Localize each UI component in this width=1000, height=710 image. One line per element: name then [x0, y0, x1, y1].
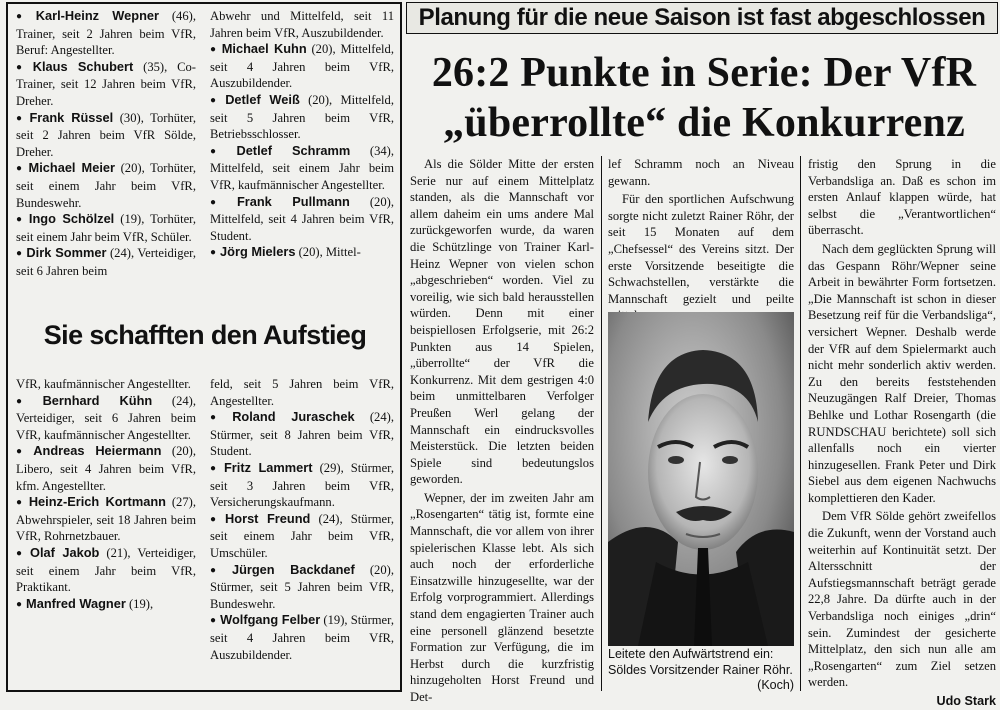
article-paragraph: Nach dem geglückten Sprung will das Gespann Röhr/Wepner seine Arbeit in bewährter Form fortsetzen. „Die Mannschaft ist schon in dieser Besetzung reif für die Verbandsliga“, versichert Wepner. Deshalb werde der VfR auf dem Spielermarkt auch nicht mehr sonderlich aktiv werden. Zu den bereits feststehenden Neuzugängen Ralf Dreier, Thomas Behlke und Lothar Rosengarth (die RUNDSCHAU berichtete) soll sich allenfalls noch ein vierter hinzugesellen. Frank Peter und Dirk Siebel aus dem eigenen Nachwuchs komplettieren den Kader. [808, 241, 996, 505]
roster-entry [210, 244, 394, 262]
player-details: (20), Torhüter, seit einem Jahr beim VfR, Bundeswehr. [16, 161, 196, 210]
player-details: (24), Stürmer, seit 8 Jahren beim VfR, Student. [210, 410, 394, 459]
player-name: ● Wolfgang Felber [210, 612, 320, 627]
player-details: (35), Co-Trainer, seit 12 Jahren beim VfR, Dreher. [16, 59, 196, 108]
photo-caption [608, 647, 794, 694]
roster-bottom-left [16, 376, 196, 613]
roster-entry [210, 92, 394, 143]
player-name: ● Dirk Sommer [16, 245, 106, 260]
column-rule-2 [800, 156, 801, 691]
player-name: ● Manfred Wagner [16, 596, 126, 611]
player-name: ● Fritz Lammert [210, 460, 313, 475]
portrait-photo [608, 312, 794, 646]
player-name: ● Michael Meier [16, 160, 115, 175]
article-paragraph: lef Schramm noch an Niveau gewann. [608, 157, 794, 188]
article-paragraph: Als die Sölder Mitte der ersten Serie nur auf einem Mittelplatz standen, als die Mannschaft vor allem daheim ein ums andere Mal zurückgeworfen wurde, da waren die Schützlinge von Trainer Karl-Heinz Wepner von vielen schon „abgeschrieben“ worden. Viel zu voreilig, wie sich bald herausstellen würden. Denn mit einer beispiellosen Erfolgserie, mit 26:2 Punkten aus 14 Spielen, „überrollte“ der VfR die Konkurrenz. Mit dem gestrigen 4:0 beim unmittelbaren Verfolger Preußen Werl gelang der Mannschaft ein eindrucksvolles Meisterstück. Die letzten beiden Spiele sind bedeutungslos geworden. [410, 157, 594, 487]
player-details: (20), Mittel- [295, 245, 361, 260]
player-name: ● Horst Freund [210, 511, 310, 526]
caption-text: Leitete den Aufwärtstrend ein: Söldes Vorsitzender Rainer Röhr. [608, 647, 793, 677]
roster-entry [16, 494, 196, 545]
player-name: ● Karl-Heinz Wepner [16, 8, 159, 23]
player-details: (21), Verteidiger, seit einem Jahr beim VfR, Praktikant. [16, 545, 196, 595]
roster-entry [16, 545, 196, 596]
player-name: ● Detlef Schramm [210, 143, 350, 158]
article-column-1 [410, 156, 594, 708]
article-paragraph: Dem VfR Sölde gehört zweifellos die Zukunft, wenn der Vorstand auch weiterhin auf Kontinuität setzt. Der Altersschnitt der Aufstiegsmannschaft beträgt gerade 22,8 Jahre. Da dürfte auch in der Verbandsliga noch einiges „drin“ sein. Zumindest der gesicherte Mittelplatz, den sich nun alle am „Rosengarten“ zum Ziel setzen werden. [808, 509, 996, 690]
roster-entry [210, 143, 394, 194]
player-name: ● Frank Rüssel [16, 110, 113, 125]
article-paragraph: Für den sportlichen Aufschwung sorgte nicht zuletzt Rainer Röhr, der seit 15 Monaten auf dem „Chefsessel“ des Vereins sitzt. Der erste Vorsitzende beseitigte die Schwachstellen, verstärkte die Mannschaft gezielt und peilte [608, 192, 794, 306]
roster-entry [210, 460, 394, 511]
player-details: Abwehr und Mittelfeld, seit 11 Jahren beim VfR, Auszubildender. [210, 9, 394, 40]
player-name: ● Detlef Weiß [210, 92, 300, 107]
roster-entry [16, 376, 196, 393]
roster-entry [16, 596, 196, 614]
player-details: VfR, kaufmännischer Angestellter. [16, 377, 191, 391]
player-name: ● Andreas Heiermann [16, 443, 161, 458]
player-details: (24), Stürmer, seit einem Jahr beim VfR, Umschüler. [210, 511, 394, 560]
roster-top-right [210, 8, 394, 262]
player-name: ● Olaf Jakob [16, 545, 99, 560]
roster-entry [16, 443, 196, 494]
player-details: (30), Torhüter, seit 2 Jahren beim VfR Sölde, Dreher. [16, 110, 196, 159]
roster-entry [210, 409, 394, 460]
roster-entry [16, 211, 196, 245]
headline-line-1: 26:2 Punkte in Serie: Der VfR [431, 50, 977, 96]
roster-entry [210, 41, 394, 92]
player-name: ● Bernhard Kühn [16, 393, 152, 408]
roster-entry [210, 612, 394, 663]
player-name: ● Jörg Mielers [210, 244, 295, 259]
column-rule-1 [601, 156, 602, 691]
player-name: ● Klaus Schubert [16, 59, 133, 74]
kicker: Planung für die neue Saison ist fast abgeschlossen [406, 2, 998, 34]
roster-entry [210, 8, 394, 41]
player-name: ● Frank Pullmann [210, 194, 350, 209]
roster-entry [16, 59, 196, 110]
player-details: (34), Mittelfeld, seit einem Jahr beim VfR, kaufmännischer Angestellter. [210, 143, 395, 192]
headline-line-2: „überrollte“ die Konkurrenz [443, 100, 965, 146]
roster-entry [16, 8, 196, 59]
headline [410, 48, 998, 148]
caption-credit: (Koch) [757, 678, 794, 692]
author-byline: Udo Stark [936, 694, 996, 708]
article-column-3 [808, 156, 996, 710]
roster-entry [16, 160, 196, 211]
roster-entry [210, 376, 394, 409]
roster-entry [210, 511, 394, 562]
player-details: feld, seit 5 Jahren beim VfR, Angestellter. [210, 377, 394, 408]
player-details: (19), Torhüter, seit einem Jahr beim VfR, Schüler. [16, 212, 196, 244]
article-paragraph: Wepner, der im zweiten Jahr am „Rosengarten“ tätig ist, formte eine Mannschaft, die vor allem von ihrer spielerischen Klasse lebt. Als sich auch noch der erforderliche Einsatzwille hinzugesellte, war der Erfolg vorprogrammiert. Allerdings stand dem engagierten Trainer auch eine personell glänzend besetzte Formation zur Verfügung, die im Herbst durch die kurzfristig hinzugeholten Horst Freund und Det- [410, 490, 594, 704]
roster-entry [16, 245, 196, 279]
roster-entry [210, 194, 394, 245]
player-details: (24), Verteidiger, seit 6 Jahren beim VfR, kaufmännischer Angestellter. [16, 393, 197, 442]
article-column-2 [608, 156, 794, 326]
article-paragraph: fristig den Sprung in die Verbandsliga an. Daß es schon im ersten Anlauf klappen würde, hat selbst die „Verantwortlichen“ überrascht. [808, 157, 996, 238]
player-name: ● Michael Kuhn [210, 41, 307, 56]
player-details: (20), Stürmer, seit 5 Jahren beim VfR, Bundeswehr. [210, 562, 394, 611]
player-name: ● Jürgen Backdanef [210, 562, 355, 577]
roster-top-left [16, 8, 196, 280]
player-details: (29), Stürmer, seit 3 Jahren beim VfR, Versicherungskaufmann. [210, 460, 394, 510]
roster-bottom-right [210, 376, 394, 663]
player-details: (24), Verteidiger, seit 6 Jahren beim [16, 246, 196, 278]
box-title: Sie schafften den Aufstieg [43, 320, 367, 350]
player-details: (19), Stürmer, seit 4 Jahren beim VfR, Auszubildender. [210, 613, 394, 662]
roster-entry [16, 393, 196, 444]
player-details: (20), Mittelfeld, seit 4 Jahren beim VfR, Student. [210, 194, 394, 243]
player-details: (20), Mittelfeld, seit 4 Jahren beim VfR, Auszubildender. [210, 42, 394, 91]
player-details: (20), Mittelfeld, seit 5 Jahren beim VfR, Betriebsschlosser. [210, 92, 394, 142]
player-details: (27), Abwehrspieler, seit 18 Jahren beim VfR, Rohrnetzbauer. [16, 495, 196, 544]
player-name: ● Heinz-Erich Kortmann [16, 494, 166, 509]
player-name: ● Roland Juraschek [210, 409, 355, 424]
player-details: (20), Libero, seit 4 Jahren beim VfR, kfm. Angestellter. [16, 444, 197, 493]
player-details: (19), [125, 596, 154, 611]
player-details: (46), Trainer, seit 2 Jahren beim VfR, Beruf: Angestellter. [16, 9, 196, 58]
roster-entry [16, 110, 196, 161]
player-name: ● Ingo Schölzel [16, 211, 114, 226]
roster-entry [210, 562, 394, 613]
